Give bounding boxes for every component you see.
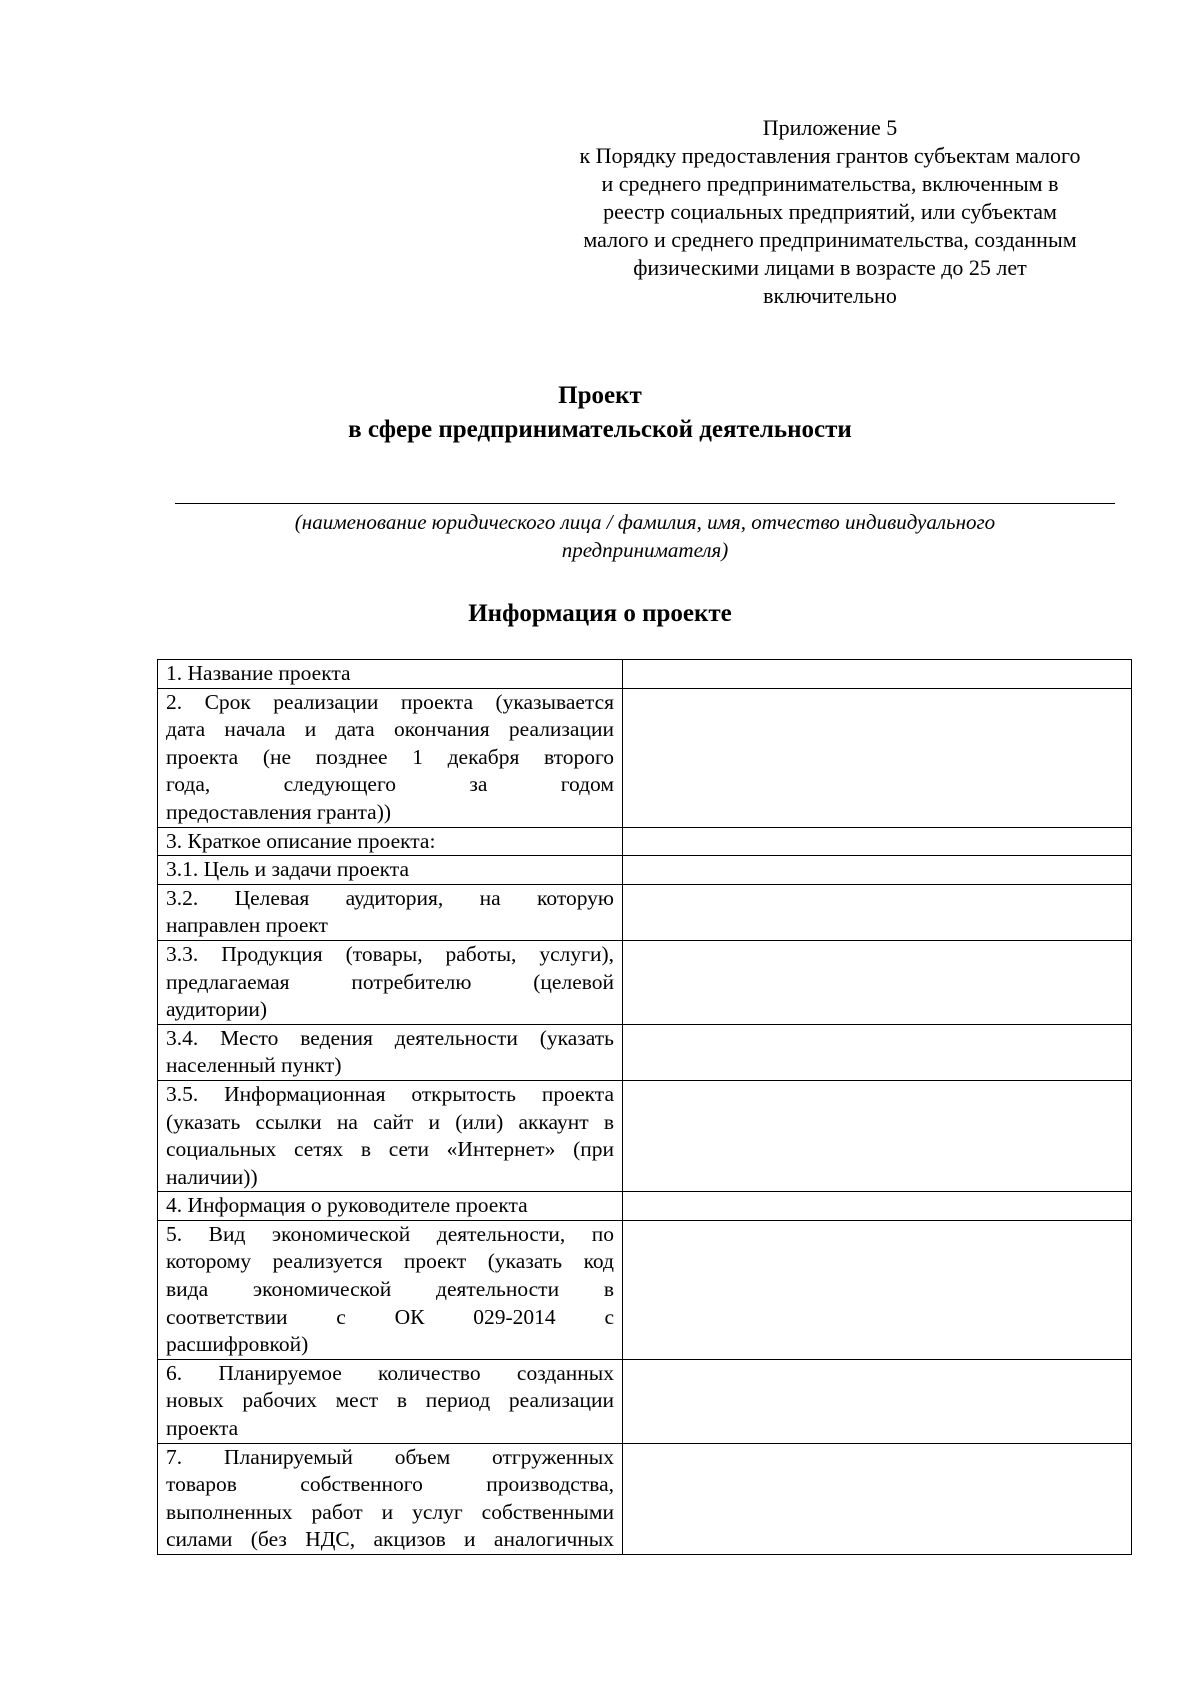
row-value-cell[interactable] <box>623 1220 1132 1359</box>
appendix-line: к Порядку предоставления грантов субъектам малого <box>579 143 1081 168</box>
row-label-line: новых рабочих мест в период реализации <box>166 1388 614 1413</box>
row-label-line: 1. Название проекта <box>166 661 351 685</box>
title-line: в сфере предпринимательской деятельности <box>348 416 852 443</box>
row-label-cell <box>158 688 623 827</box>
row-value-cell[interactable] <box>623 940 1132 1024</box>
row-value-cell[interactable] <box>623 1192 1132 1221</box>
row-label-cell <box>158 1192 623 1221</box>
row-label-cell <box>158 1024 623 1080</box>
row-label-line: предоставления гранта)) <box>166 799 392 824</box>
row-label-cell <box>158 1220 623 1359</box>
appendix-line: физическими лицами в возрасте до 25 лет <box>633 255 1027 280</box>
row-value-cell[interactable] <box>623 688 1132 827</box>
table-row <box>158 1220 1132 1359</box>
row-label-line: социальных сетях в сети «Интернет» (при <box>166 1137 614 1162</box>
row-label-cell <box>158 660 623 689</box>
project-info-table-body <box>158 660 1132 1555</box>
row-label-line: предлагаемая потребителю (целевой <box>166 969 614 994</box>
row-label-line: 4. Информация о руководителе проекта <box>166 1193 528 1218</box>
table-row <box>158 827 1132 856</box>
row-value-cell[interactable] <box>623 856 1132 885</box>
row-label-line: аудитории) <box>166 997 268 1022</box>
row-label-line: наличии)) <box>166 1164 258 1189</box>
appendix-line: Приложение 5 <box>762 115 898 140</box>
section-title: Информация о проекте <box>468 600 732 627</box>
row-label-line: 6. Планируемое количество созданных <box>166 1360 614 1385</box>
row-value-cell[interactable] <box>623 1443 1132 1554</box>
row-label-line: силами (без НДС, акцизов и аналогичных <box>166 1527 614 1552</box>
table-row <box>158 660 1132 689</box>
table-row <box>158 1024 1132 1080</box>
appendix-line: малого и среднего предпринимательства, созданным <box>583 227 1077 252</box>
row-value-cell[interactable] <box>623 660 1132 689</box>
row-label-line: (указать ссылки на сайт и (или) аккаунт в <box>166 1109 614 1134</box>
entity-name-line <box>175 503 1115 504</box>
row-label-line: 5. Вид экономической деятельности, по <box>166 1221 614 1246</box>
row-label-line: 3.4. Место ведения деятельности (указать <box>166 1025 614 1050</box>
row-label-line: 3.5. Информационная открытость проекта <box>166 1081 614 1106</box>
row-label-line: 7. Планируемый объем отгруженных <box>166 1444 614 1469</box>
row-label-line: населенный пункт) <box>166 1053 342 1078</box>
row-label-line: 3.1. Цель и задачи проекта <box>166 857 410 882</box>
row-label-line: дата начала и дата окончания реализации <box>166 717 614 742</box>
row-label-line: товаров собственного производства, <box>166 1472 614 1497</box>
row-label-cell <box>158 940 623 1024</box>
document-title <box>0 379 1200 447</box>
row-value-cell[interactable] <box>623 884 1132 940</box>
table-row <box>158 884 1132 940</box>
table-row <box>158 1080 1132 1191</box>
row-label-cell <box>158 1359 623 1443</box>
table-row <box>158 940 1132 1024</box>
row-value-cell[interactable] <box>623 1024 1132 1080</box>
row-label-line: расшифровкой) <box>166 1332 309 1357</box>
row-label-line: года, следующего за годом <box>166 772 614 797</box>
project-info-table <box>157 659 1132 1555</box>
row-label-cell <box>158 856 623 885</box>
row-label-cell <box>158 1443 623 1554</box>
row-label-line: проекта (не позднее 1 декабря второго <box>166 744 614 769</box>
row-label-line: 3. Краткое описание проекта: <box>166 828 436 853</box>
row-label-cell <box>158 827 623 856</box>
entity-name-caption <box>175 508 1115 564</box>
appendix-line: реестр социальных предприятий, или субъектам <box>603 199 1057 224</box>
row-label-line: проекта <box>166 1416 239 1441</box>
row-label-line: 3.3. Продукция (товары, работы, услуги), <box>166 941 614 966</box>
appendix-line: и среднего предпринимательства, включенным в <box>601 171 1059 196</box>
row-label-line: которому реализуется проект (указать код <box>166 1249 614 1274</box>
row-value-cell[interactable] <box>623 827 1132 856</box>
row-value-cell[interactable] <box>623 1080 1132 1191</box>
caption-line: предпринимателя) <box>561 538 729 562</box>
table-row <box>158 856 1132 885</box>
title-line: Проект <box>558 382 642 409</box>
row-label-cell <box>158 1080 623 1191</box>
row-label-cell <box>158 884 623 940</box>
row-label-line: соответствии с ОК 029-2014 с <box>166 1304 614 1329</box>
appendix-line: включительно <box>763 283 897 308</box>
row-label-line: 2. Срок реализации проекта (указывается <box>166 689 614 714</box>
table-row <box>158 1359 1132 1443</box>
row-label-line: направлен проект <box>166 913 328 938</box>
caption-line: (наименование юридического лица / фамилия, имя, отчество индивидуального <box>294 510 996 534</box>
row-label-line: вида экономической деятельности в <box>166 1277 614 1302</box>
appendix-header <box>540 114 1120 310</box>
row-label-line: выполненных работ и услуг собственными <box>166 1499 614 1524</box>
row-label-line: 3.2. Целевая аудитория, на которую <box>166 885 614 910</box>
table-row <box>158 688 1132 827</box>
table-row <box>158 1192 1132 1221</box>
row-value-cell[interactable] <box>623 1359 1132 1443</box>
table-row <box>158 1443 1132 1554</box>
